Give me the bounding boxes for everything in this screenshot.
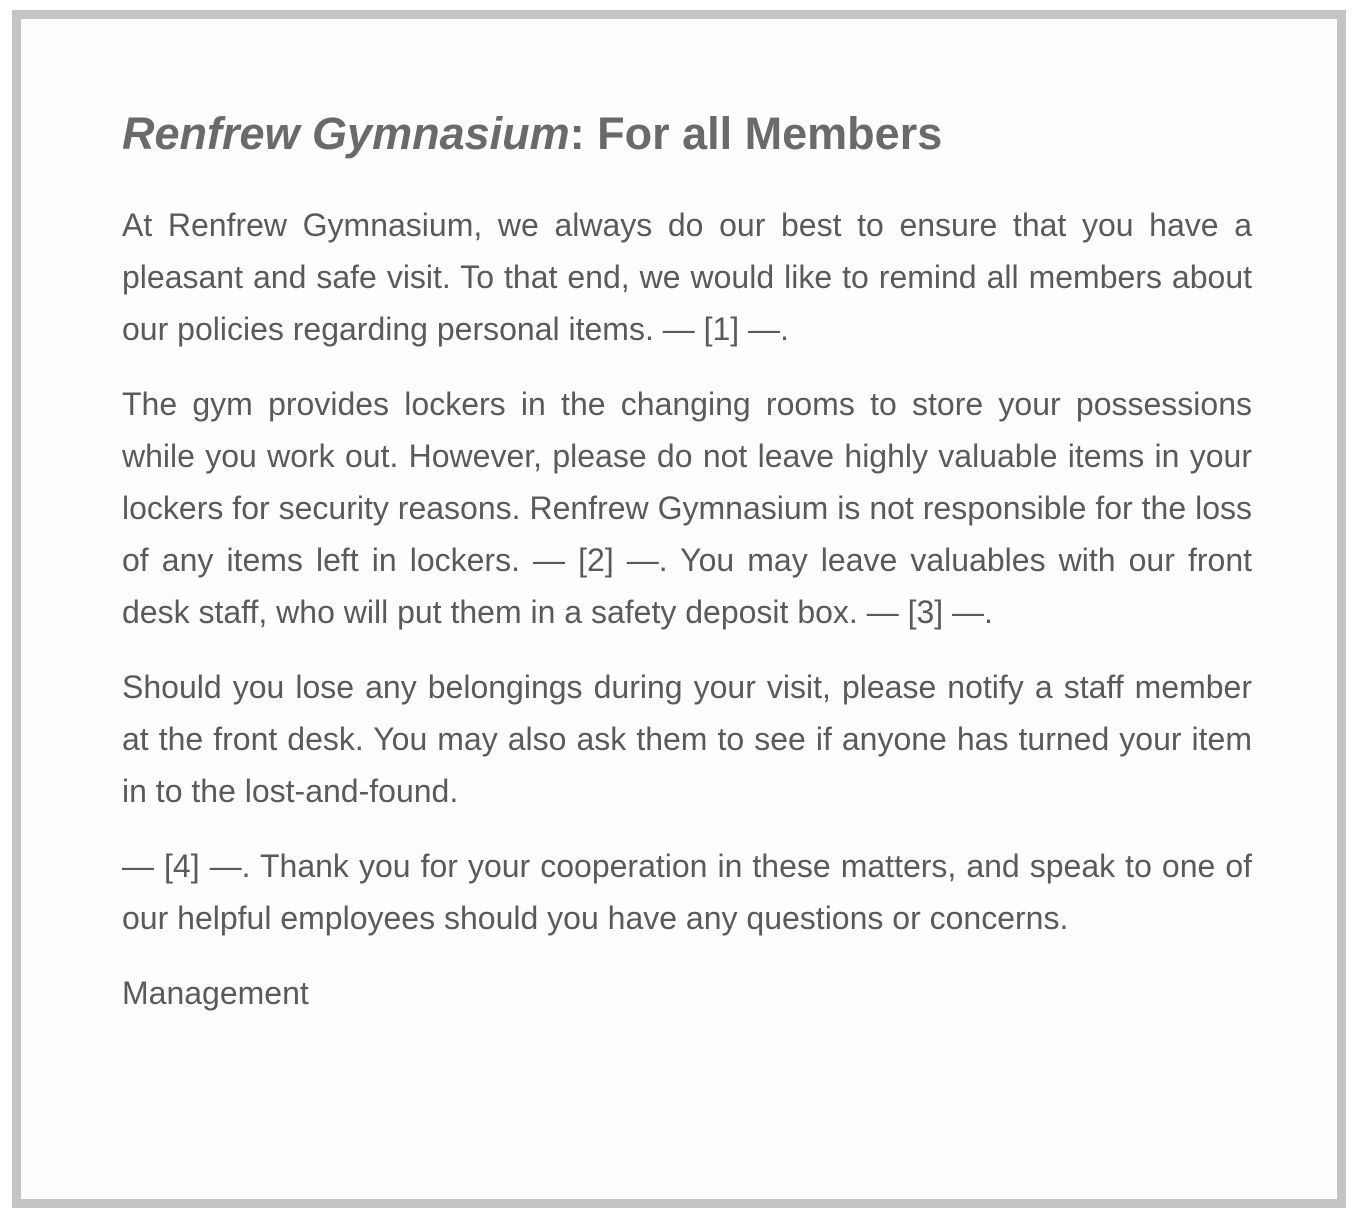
notice-frame xyxy=(12,10,1346,1208)
paragraph-closing: — [4] —. Thank you for your cooperation in these matters, and speak to one of our helpful employees should you have any questions or concerns. xyxy=(122,848,1252,936)
title-gym-name: Renfrew Gymnasium xyxy=(122,108,570,159)
signature: Management xyxy=(122,975,309,1011)
paragraph-lockers: The gym provides lockers in the changing rooms to store your possessions while you work out. However, please do not leave highly valuable items in your lockers for security reasons. Renfrew Gymnasium is not responsible for the loss of any items left in lockers. — [2] —. You may leave valuables with our front desk staff, who will put them in a safety deposit box. — [3] —. xyxy=(122,386,1252,630)
notice-content xyxy=(122,107,1252,1019)
paragraph-intro: At Renfrew Gymnasium, we always do our best to ensure that you have a pleasant and safe visit. To that end, we would like to remind all members about our policies regarding personal items. — [1] —. xyxy=(122,207,1252,347)
notice-title xyxy=(122,107,1252,161)
title-subtitle: : For all Members xyxy=(569,108,943,159)
paragraph-lost-belongings: Should you lose any belongings during your visit, please notify a staff member at the front desk. You may also ask them to see if anyone has turned your item in to the lost-and-found. xyxy=(122,669,1252,809)
